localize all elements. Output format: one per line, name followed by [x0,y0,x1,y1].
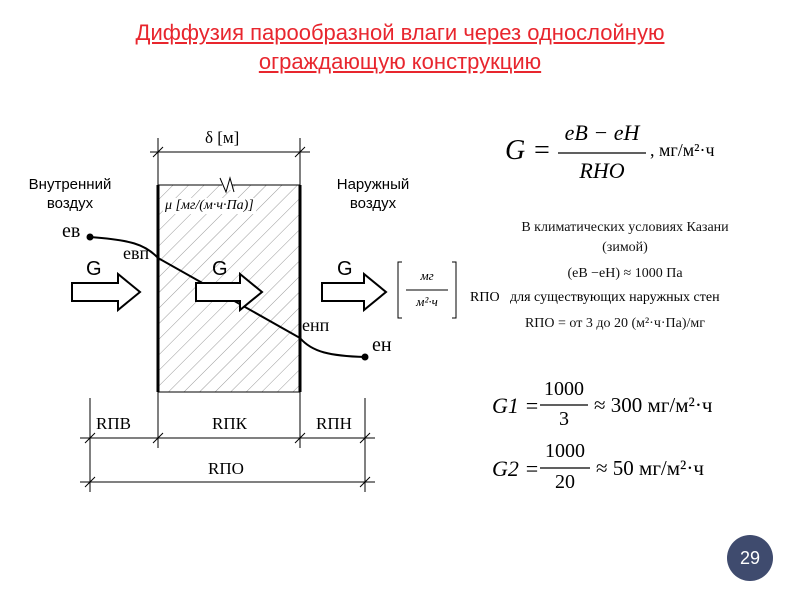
formula-main-lhs: G = [505,135,552,166]
flow-units-den: м²·ч [416,294,438,309]
label-enp: eнп [302,315,330,335]
note-line-4-text: для существующих наружных стен [510,290,720,305]
flow-arrow-inner [72,274,140,310]
mu-label: μ [мг/(м·ч·Па)] [165,198,254,213]
formula-g2-lhs: G2 = [492,456,540,481]
formula-main-den: RНО [579,158,625,183]
formula-g1-den: 3 [559,408,569,430]
flow-label-outer: G [337,258,353,280]
label-en: eн [372,334,392,356]
formula-main-num: eВ − eН [564,120,640,145]
thickness-label: δ [м] [205,128,240,147]
outer-air-label: Наружный воздух [336,176,410,212]
note-line-4-symbol: RПО [470,290,500,305]
title-line-2: ограждающую конструкцию [258,49,542,74]
flow-units-num: мг [420,268,434,283]
formula-g2-den: 20 [555,471,575,493]
formula-main-units: , мг/м²·ч [650,140,715,160]
formula-g2-rhs: ≈ 50 мг/м²·ч [596,456,704,480]
inner-air-label: Внутренний воздух [28,176,112,212]
note-line-1: В климатических условиях Казани [521,220,729,235]
label-r-pk: RПК [212,414,247,433]
flow-arrow-outer [322,274,386,310]
label-r-po: RПО [208,459,244,478]
flow-label-inner: G [86,258,102,280]
title-line-1: Диффузия парообразной влаги через однослойную [135,20,665,45]
note-line-3: (eВ −eН) ≈ 1000 Па [567,266,683,281]
label-r-pn: RПН [316,414,352,433]
point-en [362,354,369,361]
formula-g1-rhs: ≈ 300 мг/м²·ч [594,393,713,417]
label-ev: eв [62,220,81,242]
note-line-2: (зимой) [602,240,648,255]
flow-label-wall: G [212,258,228,280]
formula-g1-lhs: G1 = [492,393,540,418]
note-line-5: RПО = от 3 до 20 (м²·ч·Па)/мг [524,316,706,331]
formula-g1-num: 1000 [544,378,584,400]
label-r-pv: RПВ [96,414,131,433]
page-number-badge: 29 [727,535,773,581]
label-evp: eвп [123,243,150,263]
formula-g2-num: 1000 [545,440,585,462]
